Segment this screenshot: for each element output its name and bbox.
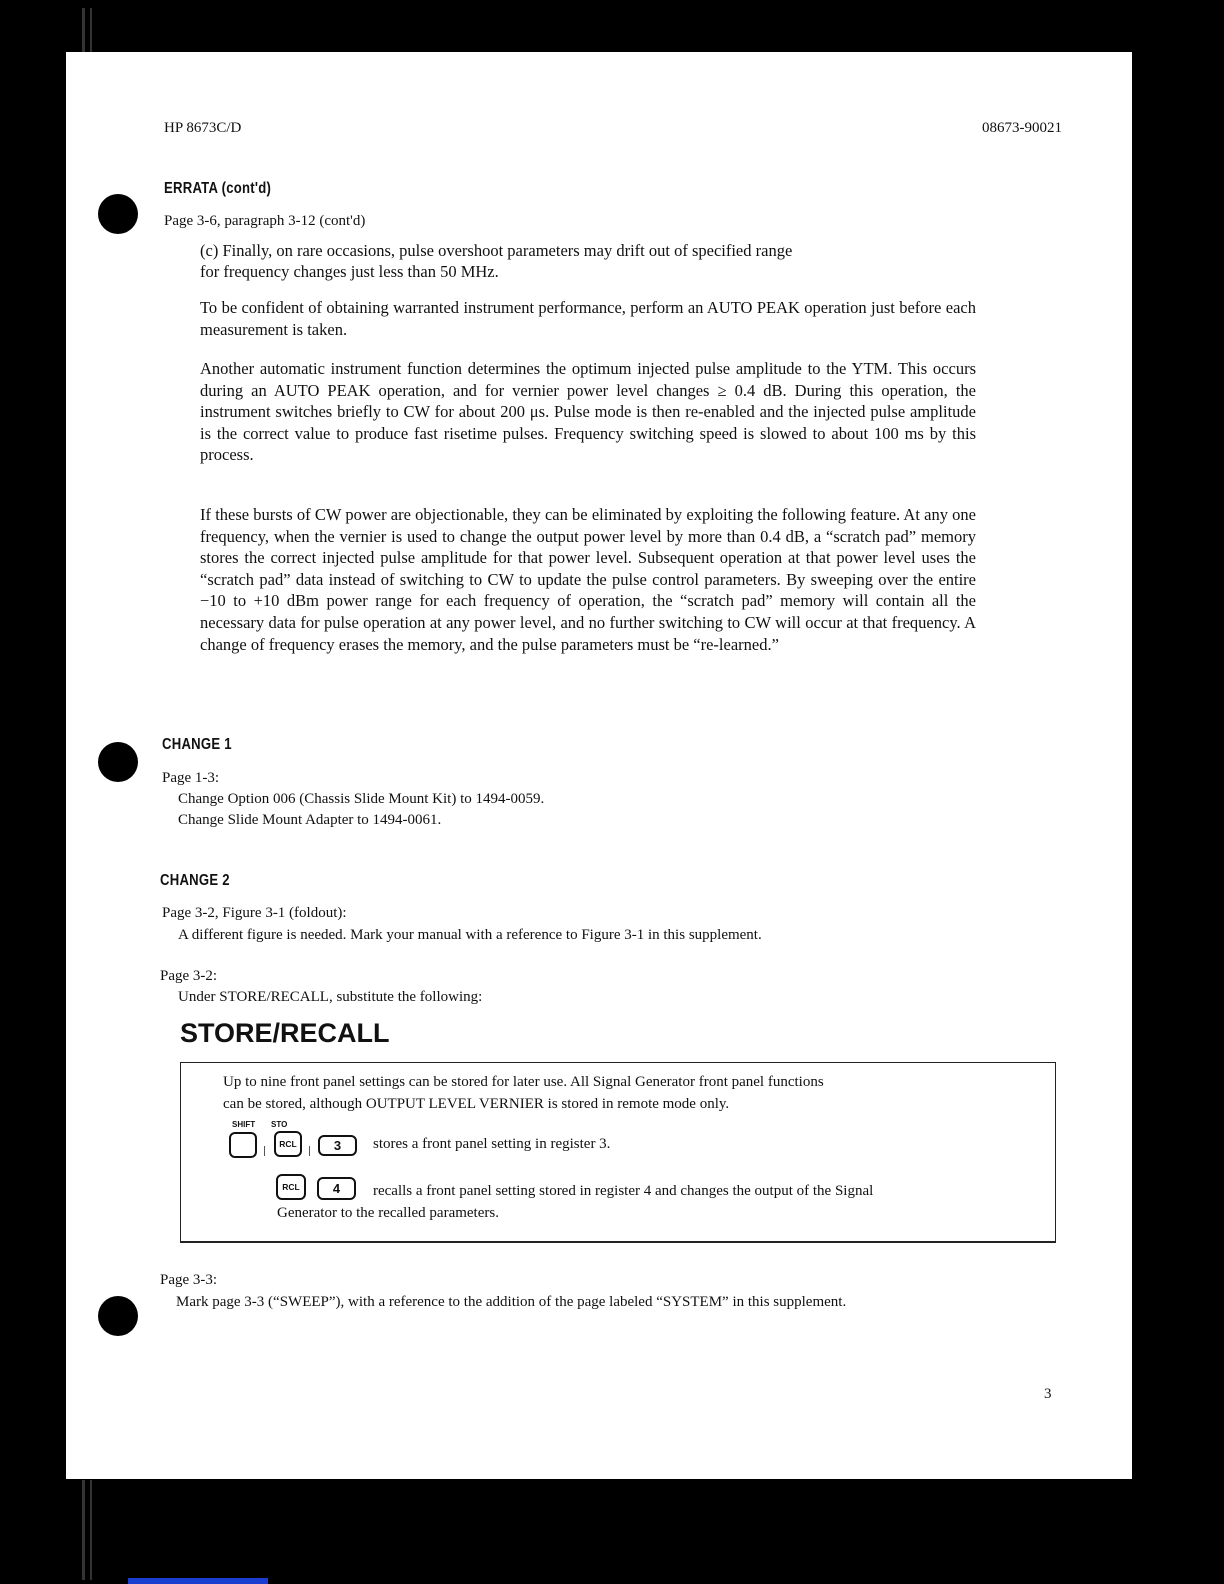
- punch-hole: [98, 742, 138, 782]
- change1-heading: CHANGE 1: [162, 736, 232, 753]
- page-number: 3: [1044, 1386, 1052, 1402]
- errata-para-3: Another automatic instrument function determines the optimum injected pulse amplitude to the YTM. This occurs during an AUTO PEAK operation, and for vernier power level changes ≥ 0.4 dB. During this operation, the instrument switches briefly to CW for about 200 μs. Pulse mode is then re-enabled and the injected pulse amplitude is the correct value to produce fast risetime pulses. Frequency switching speed is slowed to about 100 ms by this process.: [200, 359, 976, 465]
- rcl-key: RCL: [276, 1174, 306, 1200]
- errata-para-2: To be confident of obtaining warranted instrument performance, perform an AUTO PEAK operation just before each measurement is taken.: [200, 298, 976, 339]
- change1-line1: Change Option 006 (Chassis Slide Mount Kit) to 1494-0059.: [178, 791, 545, 807]
- errata-reference: Page 3-6, paragraph 3-12 (cont'd): [164, 213, 366, 229]
- header-part-number: 08673-90021: [982, 120, 1062, 136]
- recall-example-line2: Generator to the recalled parameters.: [277, 1205, 499, 1221]
- shift-key-label: SHIFT: [232, 1120, 256, 1129]
- scan-edge-mark: [90, 8, 92, 53]
- page33-line: Mark page 3-3 (“SWEEP”), with a reference to the addition of the page labeled “SYSTEM” in this supplement.: [176, 1294, 847, 1310]
- store-recall-box: [180, 1062, 1056, 1243]
- change1-line2: Change Slide Mount Adapter to 1494-0061.: [178, 812, 442, 828]
- errata-para-4: If these bursts of CW power are objectionable, they can be eliminated by exploiting the following feature. At any one frequency, when the vernier is used to change the output power level by more than 0.4 dB, a “scratch pad” memory stores the correct injected pulse amplitude for that power level. Subsequent operation at that power level uses the “scratch pad” data instead of switching to CW to update the pulse control parameters. By sweeping over the entire −10 to +10 dBm power range for each frequency of operation, the “scratch pad” memory will contain all the necessary data for pulse operation at any power level, and no further switching to CW will occur at that frequency. A change of frequency erases the memory, and the pulse parameters must be “re-learned.”: [200, 505, 976, 654]
- change2-line1: A different figure is needed. Mark your manual with a reference to Figure 3-1 in this supplement.: [178, 927, 762, 943]
- key-3: 3: [318, 1135, 357, 1156]
- shift-key: [229, 1132, 257, 1158]
- key-4: 4: [317, 1177, 356, 1200]
- change2-line2: Under STORE/RECALL, substitute the following:: [178, 989, 483, 1005]
- change2-page-ref-1: Page 3-2, Figure 3-1 (foldout):: [162, 905, 347, 921]
- page33-ref: Page 3-3:: [160, 1272, 218, 1288]
- errata-para-c-line2: for frequency changes just less than 50 MHz.: [200, 262, 499, 281]
- errata-heading: ERRATA (cont'd): [164, 180, 272, 197]
- change2-heading: CHANGE 2: [160, 872, 230, 889]
- store-recall-intro-line1: Up to nine front panel settings can be stored for later use. All Signal Generator front panel functions: [223, 1074, 824, 1090]
- punch-hole: [98, 194, 138, 234]
- rcl-key: RCL: [274, 1131, 302, 1157]
- sto-key-label: STO: [271, 1120, 288, 1129]
- key-separator: [309, 1146, 310, 1156]
- header-model: HP 8673C/D: [164, 120, 242, 136]
- store-recall-heading: STORE/RECALL: [180, 1018, 390, 1048]
- document-page: [66, 52, 1132, 1479]
- recall-example-line1: recalls a front panel setting stored in register 4 and changes the output of the Signal: [373, 1183, 874, 1199]
- scan-edge-blue-mark: [128, 1578, 268, 1584]
- scan-edge-mark: [82, 1480, 85, 1580]
- store-example-text: stores a front panel setting in register 3.: [373, 1136, 611, 1152]
- store-recall-intro-line2: can be stored, although OUTPUT LEVEL VERNIER is stored in remote mode only.: [223, 1096, 730, 1112]
- errata-para-c-line1: (c) Finally, on rare occasions, pulse overshoot parameters may drift out of specified range: [200, 241, 793, 260]
- punch-hole: [98, 1296, 138, 1336]
- scan-edge-mark: [90, 1480, 92, 1580]
- change1-page-ref: Page 1-3:: [162, 770, 220, 786]
- scan-edge-mark: [82, 8, 85, 53]
- change2-page-ref-2: Page 3-2:: [160, 968, 218, 984]
- key-separator: [264, 1146, 265, 1156]
